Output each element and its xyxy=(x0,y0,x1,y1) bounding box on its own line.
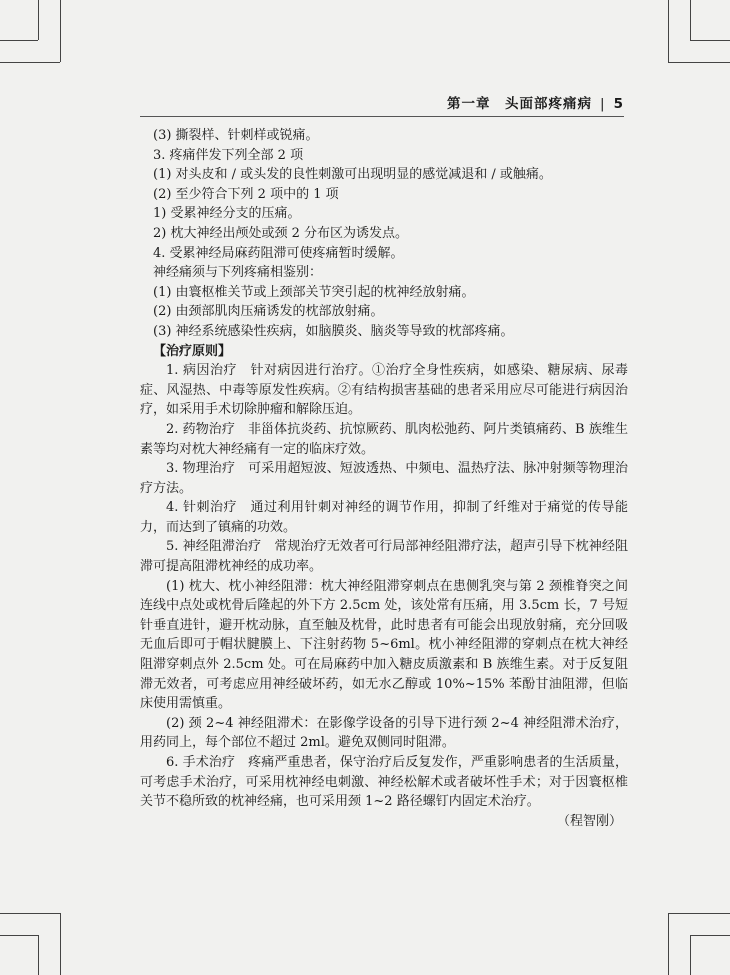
paragraph-acupuncture: 4. 针刺治疗 通过利用针刺对神经的调节作用，抑制了纤维对于痛觉的传导能力，而达到了镇痛的功效。 xyxy=(140,500,628,535)
section-heading: 【治疗原则】 xyxy=(153,343,232,359)
crop-mark-top-left-h2 xyxy=(0,62,60,63)
criterion-line: (3) 撕裂样、针刺样或锐痛。 xyxy=(153,128,319,143)
crop-mark-bottom-left-v2 xyxy=(60,913,61,975)
paragraph-nerve-block: 5. 神经阻滞治疗 常规治疗无效者可行局部神经阻滞疗法，超声引导下枕神经阻滞可提高阻滞枕神经的成功率。 xyxy=(140,539,628,575)
criterion-line: 3. 疼痛伴发下列全部 2 项 xyxy=(153,147,304,163)
differential-line: (3) 神经系统感染性疾病，如脑膜炎、脑炎等导致的枕部疼痛。 xyxy=(153,323,514,339)
page-body xyxy=(140,126,628,831)
crop-mark-top-left-h xyxy=(0,40,38,41)
crop-mark-bottom-right-v xyxy=(690,935,691,975)
crop-mark-bottom-left-h2 xyxy=(0,913,60,914)
criterion-line: 1) 受累神经分支的压痛。 xyxy=(153,206,301,222)
crop-mark-top-right-v xyxy=(690,0,691,40)
crop-mark-top-right-h xyxy=(690,40,730,41)
author-credit: （程智刚） xyxy=(556,813,622,829)
criterion-line: 2) 枕大神经出颅处或颈 2 分布区为诱发点。 xyxy=(153,225,409,241)
criterion-line: (1) 对头皮和 / 或头发的良性刺激可出现明显的感觉减退和 / 或触痛。 xyxy=(153,167,552,183)
crop-mark-top-left-v2 xyxy=(60,0,61,62)
header-rule xyxy=(140,116,624,117)
paragraph-drug: 2. 药物治疗 非甾体抗炎药、抗惊厥药、肌肉松弛药、阿片类镇痛药、B 族维生素等均对枕大神经痛有一定的临床疗效。 xyxy=(140,421,628,457)
paragraph-physical: 3. 物理治疗 可采用超短波、短波透热、中频电、温热疗法、脉冲射频等物理治疗方法。 xyxy=(140,461,628,496)
crop-mark-bottom-right-v2 xyxy=(668,913,669,975)
page-number: 5 xyxy=(613,96,624,112)
criterion-line: (2) 至少符合下列 2 项中的 1 项 xyxy=(153,186,339,202)
chapter-title: 第一章 头面部疼痛病 xyxy=(447,96,593,112)
differential-line: (1) 由寰枢椎关节或上颈部关节突引起的枕神经放射痛。 xyxy=(153,284,475,300)
criterion-line: 4. 受累神经局麻药阻滞可使疼痛暂时缓解。 xyxy=(153,245,404,261)
crop-mark-bottom-left-h xyxy=(0,935,38,936)
crop-mark-top-left-v xyxy=(38,0,39,40)
paragraph-cervical-block: (2) 颈 2~4 神经阻滞术：在影像学设备的引导下进行颈 2~4 神经阻滞术治疗，用药同上，每个部位不超过 2ml。避免双侧同时阻滞。 xyxy=(140,715,628,751)
crop-mark-bottom-right-h2 xyxy=(668,913,730,914)
header-separator: | xyxy=(600,96,606,112)
paragraph-occipital-block: (1) 枕大、枕小神经阻滞：枕大神经阻滞穿刺点在患侧乳突与第 2 颈椎脊突之间连线中点处或枕骨后隆起的外下方 2.5cm 处，该处常有压痛，用 3.5cm 长，7 号短针垂直进针，避开枕动脉，直至触及枕骨，此时患者有可能会出现放射痛，充分回吸无血后即可于帽状腱膜上、下注射药物 5~6ml。枕小神经阻滞的穿刺点在枕大神经阻滞穿刺点外 2.5cm 处。可在局麻药中加入糖皮质激素和 B 族维生素。对于反复阻滞无效者，可考虑应用神经破坏药，如无水乙醇或 10%~15% 苯酚甘油阻滞，但临床使用需慎重。 xyxy=(140,578,628,712)
paragraph-surgery: 6. 手术治疗 疼痛严重患者，保守治疗后反复发作，严重影响患者的生活质量，可考虑手术治疗，可采用枕神经电刺激、神经松解术或者破坏性手术；对于因寰枢椎关节不稳所致的枕神经痛，也可采用颈 1~2 路径螺钉内固定术治疗。 xyxy=(140,755,628,810)
differential-line: (2) 由颈部肌肉压痛诱发的枕部放射痛。 xyxy=(153,304,384,320)
paragraph-etiology: 1. 病因治疗 针对病因进行治疗。①治疗全身性疾病，如感染、糖尿病、尿毒症、风湿热、中毒等原发性疾病。②有结构损害基础的患者采用应尽可能进行病因治疗，如采用手术切除肿瘤和解除压迫。 xyxy=(140,363,628,418)
crop-mark-bottom-left-v xyxy=(38,935,39,975)
crop-mark-top-right-h2 xyxy=(668,62,730,63)
crop-mark-top-right-v2 xyxy=(668,0,669,62)
crop-mark-bottom-right-h xyxy=(690,935,730,936)
running-header xyxy=(447,92,624,112)
differential-intro: 神经痛须与下列疼痛相鉴别： xyxy=(153,265,323,281)
